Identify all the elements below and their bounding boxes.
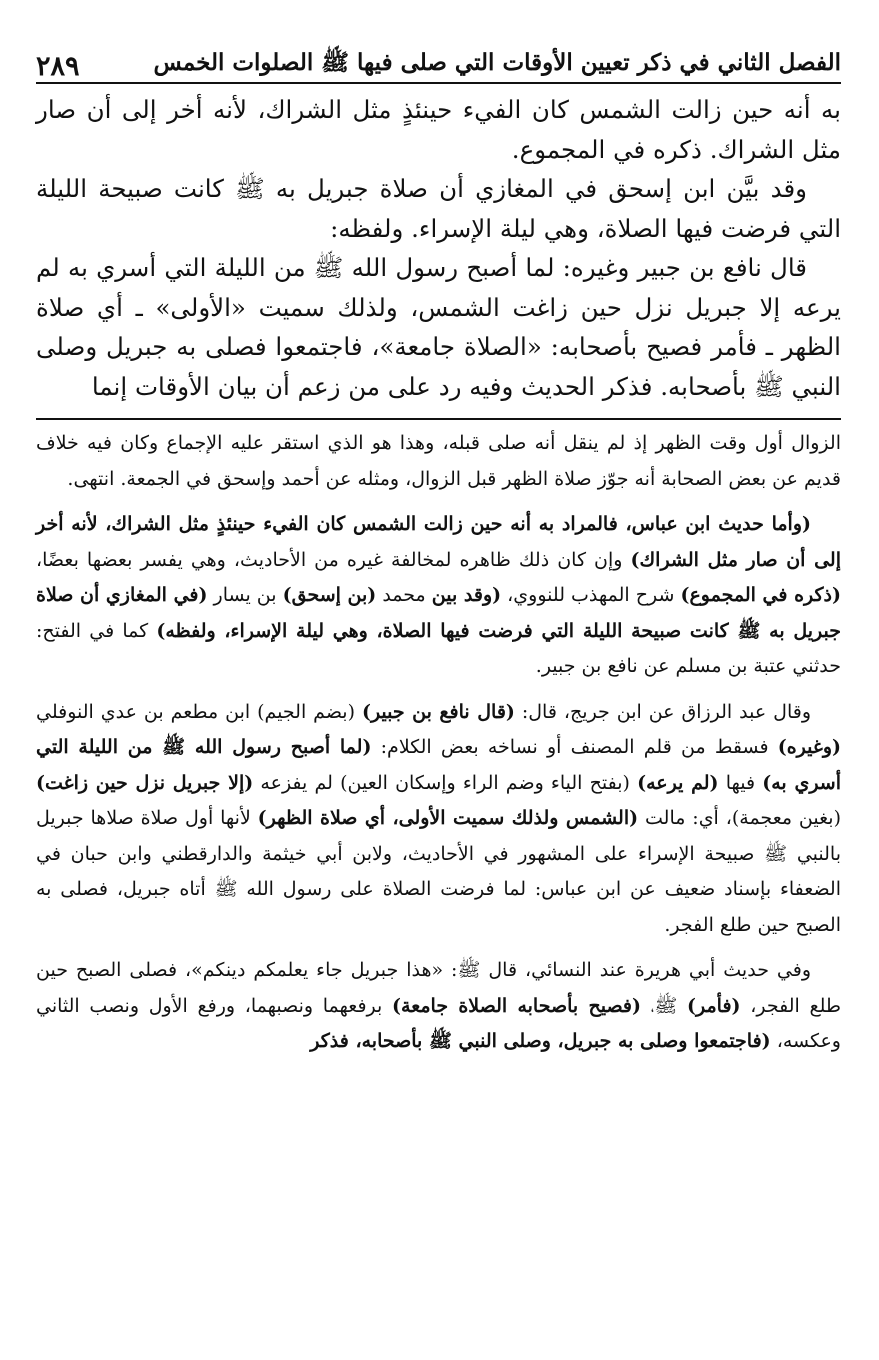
- chapter-title: الفصل الثاني في ذكر تعيين الأوقات التي صلى فيها ﷺ الصلوات الخمس: [153, 49, 841, 76]
- commentary-run: شرح المهذب للنووي،: [501, 584, 681, 606]
- quoted-main-text: (لم يرعه): [637, 771, 719, 794]
- main-text: [36, 90, 841, 406]
- quoted-main-text: (وقد بين: [431, 584, 502, 606]
- quoted-main-text: (بن إسحق): [282, 584, 377, 606]
- commentary-text: [36, 426, 841, 1060]
- commentary-run: برفعهما ونصبهما، ورفع الأول ونصب الثاني وعكسه،: [36, 994, 841, 1052]
- quoted-main-text: (فصيح بأصحابه الصلاة جامعة): [392, 994, 642, 1017]
- main-paragraph: وقد بيَّن ابن إسحق في المغازي أن صلاة جبريل به ﷺ كانت صبيحة الليلة التي فرضت فيها الصلاة، وهي ليلة الإسراء. ولفظه:: [36, 174, 841, 243]
- commentary-run: (بضم الجيم) ابن مطعم بن عدي النوفلي: [36, 700, 362, 723]
- commentary-run: وإن كان ذلك ظاهره لمخالفة غيره من الأحاديث، وهي يفسر بعضها بعضًا،: [36, 548, 631, 571]
- quoted-main-text: (وغيره): [777, 736, 841, 758]
- commentary-run: محمد: [376, 584, 432, 606]
- commentary-run: بن يسار: [207, 584, 283, 606]
- page-number: ٢٨٩: [36, 51, 80, 82]
- commentary-paragraph: [36, 507, 841, 685]
- quoted-main-text: (الشمس ولذلك سميت الأولى، أي صلاة الظهر): [257, 807, 639, 829]
- commentary-paragraph: [36, 695, 841, 944]
- commentary-run: فيها: [718, 771, 763, 794]
- quoted-main-text: (فاجتمعوا وصلى به جبريل، وصلى النبي ﷺ بأصحابه، فذكر: [310, 1030, 771, 1052]
- main-paragraph: به أنه حين زالت الشمس كان الفيء حينئذٍ مثل الشراك، لأنه أخر إلى أن صار مثل الشراك. ذكره في المجموع.: [36, 95, 841, 164]
- quoted-main-text: (قال نافع بن جبير): [361, 700, 515, 723]
- commentary-run: ﷺ،: [641, 994, 687, 1017]
- quoted-main-text: (في المغازي أن صلاة جبريل به ﷺ كانت صبيحة الليلة التي فرضت فيها الصلاة، وهي ليلة الإسراء، ولفظه): [36, 584, 842, 642]
- quoted-main-text: (فأمر): [687, 994, 741, 1017]
- commentary-paragraph: الزوال أول وقت الظهر إذ لم ينقل أنه صلى قبله، وهذا هو الذي استقر عليه الإجماع وكان فيه خلاف قديم عن بعض الصحابة أنه جوّز صلاة الظهر قبل الزوال، ومثله عن أحمد وإسحق في الجمعة. انتهى.: [36, 432, 841, 490]
- quoted-main-text: (لما أصبح رسول الله ﷺ من الليلة التي أسري به): [36, 736, 842, 794]
- quoted-main-text: (ذكره في المجموع): [680, 584, 842, 606]
- header-rule: [36, 82, 841, 84]
- commentary-run: (بفتح الياء وضم الراء وإسكان العين) لم يفزعه: [253, 771, 638, 794]
- page-header: [36, 30, 841, 82]
- commentary-run: وفي حديث أبي هريرة عند النسائي، قال ﷺ: «هذا جبريل جاء يعلمكم دينكم»، فصلى الصبح حين طلع الفجر،: [36, 959, 841, 1017]
- commentary-divider: [36, 418, 841, 420]
- commentary-run: (بغين معجمة)، أي: مالت: [638, 807, 841, 829]
- quoted-main-text: (وأما حديث ابن عباس، فالمراد به أنه حين زالت الشمس كان الفيء حينئذٍ مثل الشراك، لأنه أخر إلى أن صار مثل الشراك): [36, 513, 841, 571]
- main-paragraph: قال نافع بن جبير وغيره: لما أصبح رسول الله ﷺ من الليلة التي أسري به لم يرعه إلا جبريل نزل حين زاغت الشمس، ولذلك سميت «الأولى» ـ أي صلاة الظهر ـ فأمر فصيح بأصحابه: «الصلاة جامعة»، فاجتمعوا فصلى به جبريل وصلى النبي ﷺ بأصحابه. فذكر الحديث وفيه رد على من زعم أن بيان الأوقات إنما: [36, 253, 841, 401]
- commentary-run: فسقط من قلم المصنف أو نساخه بعض الكلام:: [371, 736, 778, 758]
- commentary-paragraph: [36, 953, 841, 1060]
- commentary-run: كما في الفتح: حدثني عتبة بن مسلم عن نافع بن جبير.: [36, 619, 841, 677]
- quoted-main-text: (إلا جبريل نزل حين زاغت): [36, 771, 254, 794]
- commentary-run: وقال عبد الرزاق عن ابن جريج، قال:: [514, 700, 812, 723]
- commentary-run: لأنها أول صلاة صلاها جبريل بالنبي ﷺ صبيحة الإسراء على المشهور في الأحاديث، ولابن أبي خيثمة والدارقطني وابن حبان في الضعفاء بإسناد ضعيف عن ابن عباس: لما فرضت الصلاة على رسول الله ﷺ أتاه جبريل، فصلى به الصبح حين طلع الفجر.: [36, 807, 841, 936]
